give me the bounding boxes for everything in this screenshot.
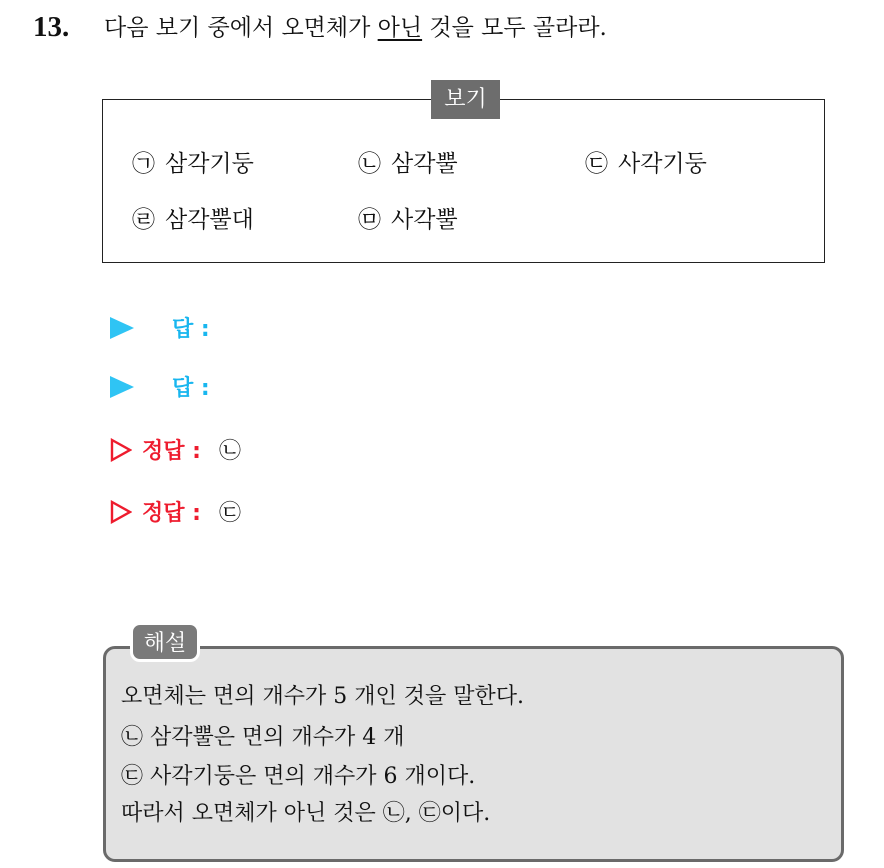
explanation-line: ㉡ 삼각뿔은 면의 개수가 4 개 bbox=[121, 725, 405, 750]
outline-triangle-icon bbox=[110, 438, 132, 462]
option-item bbox=[132, 148, 254, 180]
play-triangle-icon bbox=[110, 317, 134, 339]
option-mark: ㉤ bbox=[358, 207, 381, 233]
option-text: 사각기둥 bbox=[618, 151, 707, 177]
question-text bbox=[104, 12, 607, 44]
explanation-line: 따라서 오면체가 아닌 것은 ㉡, ㉢이다. bbox=[121, 801, 491, 826]
option-mark: ㉠ bbox=[132, 151, 155, 177]
correct-answer-value: ㉢ bbox=[218, 501, 241, 526]
answer-label: 답 : bbox=[172, 317, 210, 342]
answer-blank-row bbox=[110, 314, 210, 346]
question-text-underlined: 아닌 bbox=[377, 15, 423, 41]
option-item bbox=[358, 148, 458, 180]
correct-answer-row bbox=[110, 498, 241, 530]
option-mark: ㉢ bbox=[585, 151, 608, 177]
explanation-line: ㉢ 사각기둥은 면의 개수가 6 개이다. bbox=[121, 764, 476, 789]
option-text: 사각뿔 bbox=[391, 207, 458, 233]
correct-answer-value: ㉡ bbox=[218, 439, 241, 464]
play-triangle-icon bbox=[110, 376, 134, 398]
option-mark: ㉡ bbox=[358, 151, 381, 177]
example-title: 보기 bbox=[431, 80, 500, 119]
correct-answer-row bbox=[110, 436, 241, 468]
option-text: 삼각기둥 bbox=[165, 151, 254, 177]
option-mark: ㉣ bbox=[132, 207, 155, 233]
explanation-title: 해설 bbox=[130, 622, 200, 662]
correct-answer-label: 정답 : bbox=[142, 439, 201, 464]
outline-triangle-icon bbox=[110, 500, 132, 524]
answer-label: 답 : bbox=[172, 376, 210, 401]
option-text: 삼각뿔 bbox=[391, 151, 458, 177]
explanation-line: 오면체는 면의 개수가 5 개인 것을 말한다. bbox=[121, 684, 524, 709]
option-item bbox=[132, 204, 254, 236]
correct-answer-label: 정답 : bbox=[142, 501, 201, 526]
question-text-after: 것을 모두 골라라. bbox=[422, 15, 607, 41]
answer-blank-row bbox=[110, 373, 210, 405]
question-text-before: 다음 보기 중에서 오면체가 bbox=[104, 15, 378, 41]
example-box bbox=[102, 99, 825, 263]
option-item bbox=[358, 204, 458, 236]
question-number: 13. bbox=[33, 11, 70, 43]
option-text: 삼각뿔대 bbox=[165, 207, 254, 233]
option-item bbox=[585, 148, 707, 180]
